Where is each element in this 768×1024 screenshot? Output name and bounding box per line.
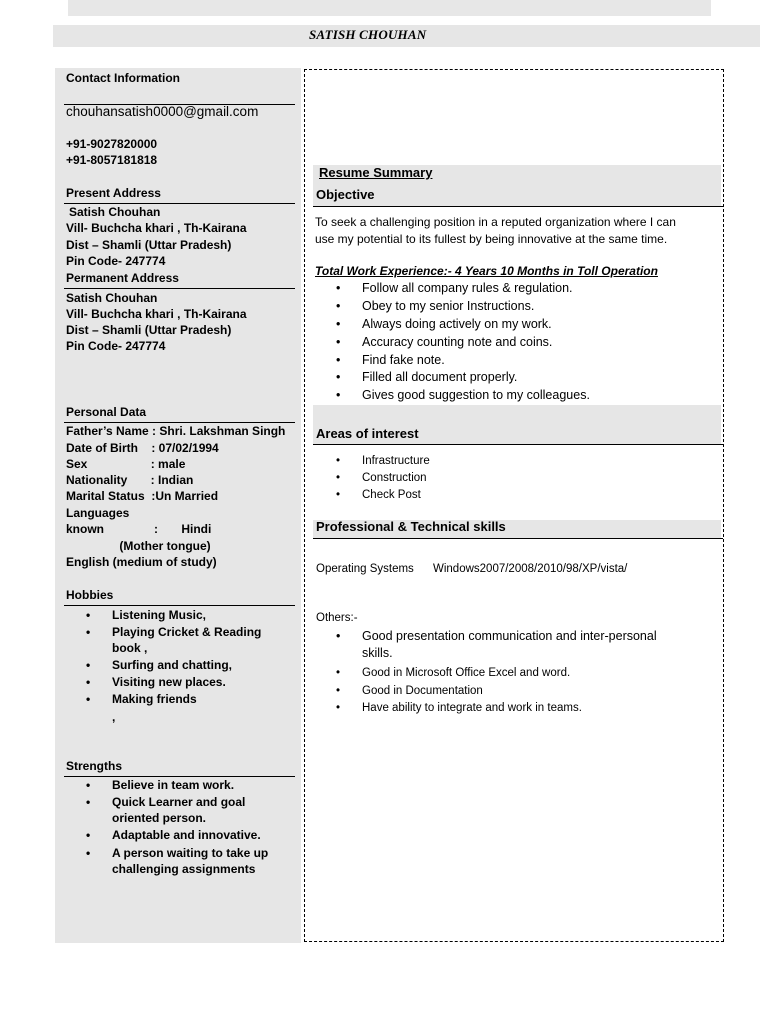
divider	[313, 538, 723, 539]
present-district: Dist – Shamli (Uttar Pradesh)	[66, 238, 232, 252]
date-of-birth: Date of Birth : 07/02/1994	[66, 441, 219, 455]
bullet-icon: •	[336, 629, 341, 643]
permanent-name: Satish Chouhan	[66, 291, 158, 305]
list-item: • Quick Learner and goal	[86, 795, 246, 809]
list-item-continued: skills.	[362, 646, 393, 660]
list-item: • Filled all document properly.	[336, 370, 518, 384]
list-item: • Accuracy counting note and coins.	[336, 335, 553, 349]
list-item: • Good in Microsoft Office Excel and word.	[336, 667, 571, 679]
permanent-district: Dist – Shamli (Uttar Pradesh)	[66, 323, 232, 337]
list-item: • A person waiting to take up	[86, 846, 269, 860]
permanent-address-heading: Permanent Address	[66, 271, 179, 285]
divider	[313, 206, 723, 207]
bullet-icon: •	[86, 795, 91, 809]
languages-known: known : Hindi	[66, 522, 212, 536]
areas-of-interest-heading: Areas of interest	[316, 426, 419, 441]
bullet-icon: •	[86, 778, 91, 792]
email: chouhansatish0000@gmail.com	[66, 104, 259, 119]
os-label: Operating Systems	[316, 563, 414, 575]
list-item-continued: ,	[112, 710, 116, 724]
list-item: • Follow all company rules & regulation.	[336, 281, 573, 295]
list-item-continued: oriented person.	[112, 811, 207, 825]
resume-summary-heading: Resume Summary	[319, 165, 433, 180]
divider	[64, 605, 295, 606]
list-item: • Infrastructure	[336, 455, 430, 467]
bullet-icon: •	[336, 472, 341, 484]
bullet-icon: •	[336, 335, 341, 349]
present-village: Vill- Buchcha khari , Th-Kairana	[66, 221, 247, 235]
list-item: • Good presentation communication and inter-personal	[336, 629, 657, 643]
bullet-icon: •	[86, 658, 91, 672]
languages-label: Languages	[66, 506, 130, 520]
list-item: • Gives good suggestion to my colleagues.	[336, 388, 590, 402]
list-item: • Adaptable and innovative.	[86, 828, 261, 842]
bullet-icon: •	[86, 608, 91, 622]
bullet-icon: •	[336, 353, 341, 367]
hobbies-heading: Hobbies	[66, 588, 114, 602]
phone-2: +91-8057181818	[66, 153, 158, 167]
divider	[313, 444, 723, 445]
bullet-icon: •	[336, 388, 341, 402]
bullet-icon: •	[336, 489, 341, 501]
bullet-icon: •	[86, 675, 91, 689]
bullet-icon: •	[336, 455, 341, 467]
bullet-icon: •	[336, 685, 341, 697]
total-experience: Total Work Experience:- 4 Years 10 Months in Toll Operation	[315, 264, 658, 278]
objective-line-1: To seek a challenging position in a reputed organization where I can	[315, 215, 676, 229]
marital-status: Marital Status :Un Married	[66, 489, 219, 503]
bullet-icon: •	[336, 317, 341, 331]
sex: Sex : male	[66, 457, 186, 471]
objective-heading: Objective	[316, 187, 375, 202]
bullet-icon: •	[336, 702, 341, 714]
list-item: • Surfing and chatting,	[86, 658, 232, 672]
list-item: • Always doing actively on my work.	[336, 317, 552, 331]
bullet-icon: •	[86, 692, 91, 706]
phone-1: +91-9027820000	[66, 137, 158, 151]
bullet-icon: •	[336, 281, 341, 295]
present-address-heading: Present Address	[66, 186, 161, 200]
list-item: • Obey to my senior Instructions.	[336, 299, 535, 313]
permanent-village: Vill- Buchcha khari , Th-Kairana	[66, 307, 247, 321]
nationality: Nationality : Indian	[66, 473, 194, 487]
bullet-icon: •	[86, 828, 91, 842]
divider	[64, 288, 295, 289]
candidate-name: SATISH CHOUHAN	[309, 27, 427, 42]
personal-data-heading: Personal Data	[66, 405, 147, 419]
strengths-heading: Strengths	[66, 759, 123, 773]
present-pin: Pin Code- 247774	[66, 254, 166, 268]
list-item: • Construction	[336, 472, 427, 484]
list-item: • Find fake note.	[336, 353, 445, 367]
list-item: • Check Post	[336, 489, 421, 501]
objective-line-2: use my potential to its fullest by being innovative at the same time.	[315, 232, 668, 246]
list-item: • Visiting new places.	[86, 675, 226, 689]
english-language: English (medium of study)	[66, 555, 217, 569]
bullet-icon: •	[86, 846, 91, 860]
list-item: • Making friends	[86, 692, 197, 706]
list-item-continued: challenging assignments	[112, 862, 256, 876]
contact-heading: Contact Information	[66, 71, 180, 85]
others-label: Others:-	[316, 612, 358, 624]
present-name: Satish Chouhan	[69, 205, 161, 219]
professional-skills-heading: Professional & Technical skills	[316, 519, 506, 534]
fathers-name: Father’s Name : Shri. Lakshman Singh	[66, 424, 286, 438]
list-item: • Believe in team work.	[86, 778, 235, 792]
list-item: • Playing Cricket & Reading	[86, 625, 262, 639]
list-item: • Listening Music,	[86, 608, 207, 622]
mother-tongue: (Mother tongue)	[66, 539, 211, 553]
list-item: • Good in Documentation	[336, 685, 483, 697]
top-strip	[68, 0, 711, 16]
bullet-icon: •	[336, 667, 341, 679]
bullet-icon: •	[86, 625, 91, 639]
list-item-continued: book ,	[112, 641, 148, 655]
os-value: Windows2007/2008/2010/98/XP/vista/	[433, 563, 628, 575]
bullet-icon: •	[336, 370, 341, 384]
list-item: • Have ability to integrate and work in teams.	[336, 702, 582, 714]
bullet-icon: •	[336, 299, 341, 313]
permanent-pin: Pin Code- 247774	[66, 339, 166, 353]
